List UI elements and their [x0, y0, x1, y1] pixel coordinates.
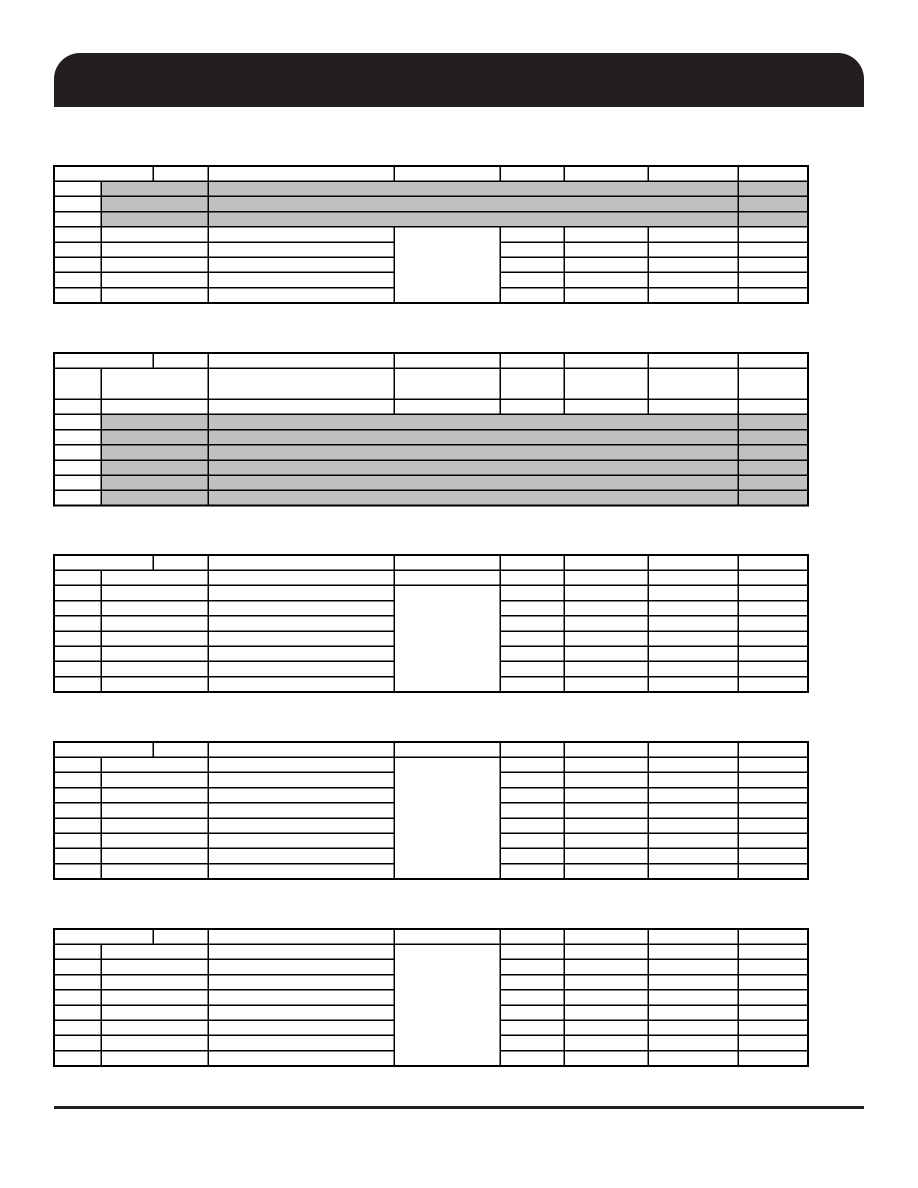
table-border [54, 742, 808, 879]
shaded-row [101, 430, 808, 445]
shaded-row [101, 212, 808, 227]
shaded-row [101, 460, 808, 475]
footer-rule [54, 1106, 864, 1109]
shaded-row [101, 490, 808, 505]
header-banner [54, 53, 864, 107]
spec-table-2 [54, 353, 808, 507]
shaded-row [101, 445, 808, 460]
spec-table-3 [54, 555, 808, 693]
shaded-row [101, 196, 808, 211]
spec-table-5 [54, 929, 808, 1067]
shaded-row [101, 475, 808, 490]
spec-table-1 [54, 166, 808, 304]
shaded-row [101, 181, 808, 196]
table-border [54, 555, 808, 692]
shaded-row [101, 414, 808, 429]
table-border [54, 929, 808, 1066]
spec-table-4 [54, 742, 808, 880]
